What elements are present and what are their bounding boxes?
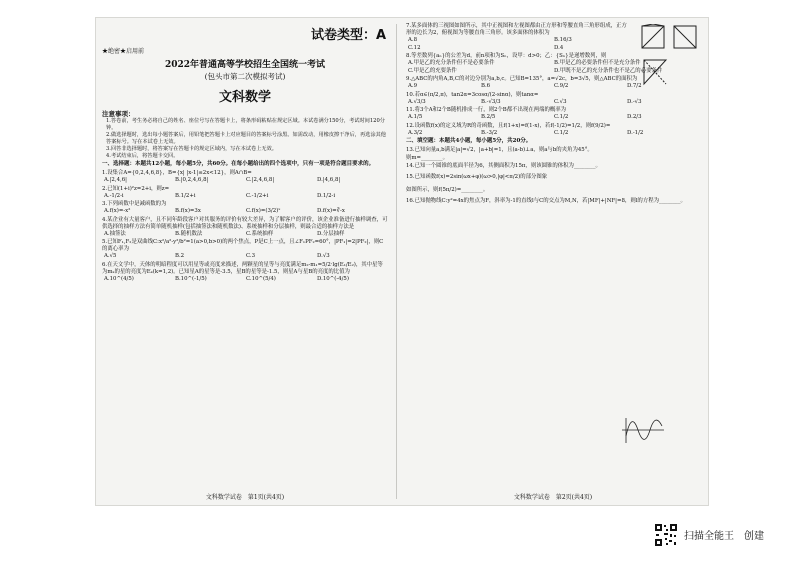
option: C.甲是乙的充要条件 bbox=[408, 67, 457, 74]
options-row bbox=[400, 130, 706, 138]
question-stem: 7.某多面体的三视图如图所示，其中正视图和左视图都由正方形和等腰直角三角形组成，正方形的边长为2，俯视图为等腰直角三角形。该多面体的体积为 bbox=[406, 23, 627, 36]
option: B.6 bbox=[481, 83, 491, 89]
question-stem: 4.某企业有大量客户，且不同年龄段客户对其服务的评价有较大差异，为了解客户的评价，该企业准备进行抽样调查，可供选择的抽样方法有简单随机抽样(包括抽签法和随机数法)、系统抽样和分层抽样，则最合适的抽样方法是 bbox=[102, 216, 388, 230]
question-list bbox=[96, 170, 394, 283]
notes-heading: 注意事项： bbox=[102, 110, 135, 118]
option: D.4 bbox=[554, 44, 564, 51]
option: D.10^(-4/5) bbox=[317, 275, 349, 282]
option: D.-1/2 bbox=[627, 129, 644, 136]
question-stem: 9.△ABC的内角A,B,C的对边分别为a,b,c。已知B=135°，a=√2c，b=3√5，则△ABC的面积为 bbox=[406, 76, 638, 82]
option: A.8 bbox=[408, 37, 418, 43]
fill-question: 13.已知向量a,b满足|a|=√2，|a+b|=1，且(a-b)⊥a，则a与b的夹角为45°。 bbox=[406, 147, 593, 153]
question-stem: 2.已知(1+i)²z=2+i，则z= bbox=[102, 185, 170, 192]
option: B.|0,2,4,6,8| bbox=[175, 177, 209, 183]
option: A.10^(4/5) bbox=[104, 275, 134, 282]
exam-title: 2022年普通高等学校招生全国统一考试 bbox=[164, 60, 326, 70]
note-item: 4.考试结束后，将答题卡交回。 bbox=[106, 153, 179, 159]
option: C.1/2 bbox=[554, 129, 569, 136]
option: B.-√3/3 bbox=[481, 98, 501, 105]
option: D.甲既不是乙的充分条件也不是乙的必要条件 bbox=[554, 67, 663, 74]
sine-graph-figure bbox=[620, 416, 666, 444]
option: B.16/3 bbox=[554, 37, 572, 43]
watermark-brand: 扫描全能王 创建 bbox=[684, 531, 764, 542]
option: C.系统抽样 bbox=[246, 230, 274, 237]
option: B.2/5 bbox=[481, 114, 496, 120]
option: A.3/2 bbox=[408, 129, 423, 136]
option: A.-1/2-i bbox=[104, 192, 124, 199]
fill-question: 16.已知抛物线C:y²=4x的焦点为F，斜率为-1的直线l与C的交点为M,N，若|MF|+|NF|=8，则l的方程为________。 bbox=[406, 198, 686, 204]
option: C.9/2 bbox=[554, 83, 569, 89]
options-row bbox=[96, 208, 394, 216]
option: A.1/5 bbox=[408, 114, 423, 120]
options-row bbox=[400, 114, 706, 122]
options-row bbox=[96, 276, 394, 284]
three-view-figure bbox=[640, 24, 702, 88]
exam-paper bbox=[96, 18, 708, 505]
fill-question: 15.已知函数f(x)=2sin(ωx+φ)(ω>0,|φ|<π/2)的部分图象 bbox=[406, 174, 548, 180]
note-item: 3.回答非选择题时，将答案写在答题卡的规定区域内，写在本试卷上无效。 bbox=[106, 146, 277, 152]
option: C.f(x)=(3/2)ˣ bbox=[246, 208, 281, 214]
question-stem: 6.在天文学中，天体的明暗程度可以用星等或亮度来描述，两颗星的星等与亮度满足m₂-m₁=5/2·lg(E₁/E₂)，其中星等为mₖ的星的亮度为Eₖ(k=1,2)。已知星A的星等是-3.5，星B的星等是-1.5，则星A与星B的亮度的比值为 bbox=[102, 261, 383, 275]
note-item: 1.答卷前，考生务必将自己的姓名、座位号写在答题卡上，将条形码粘贴在规定区域。本试卷满分150分，考试时间120分钟。 bbox=[106, 118, 385, 131]
options-row bbox=[96, 177, 394, 185]
option: B.-3/2 bbox=[481, 129, 498, 136]
qr-code-icon bbox=[654, 523, 678, 547]
option: C.|2,4,6,8| bbox=[246, 177, 275, 183]
option: D.7/2 bbox=[627, 83, 642, 89]
option: D.|4,6,8| bbox=[317, 177, 341, 183]
option: D.-√3 bbox=[627, 98, 642, 105]
option: B.随机数法 bbox=[175, 230, 203, 237]
page-divider bbox=[396, 24, 397, 499]
option: A.抽签法 bbox=[104, 230, 126, 237]
option: B.f(x)=3x bbox=[175, 208, 201, 214]
option: A.f(x)=-x² bbox=[104, 208, 131, 214]
fill-question: 如图所示，则f(5π/2)=________。 bbox=[406, 187, 489, 193]
option: C.3 bbox=[246, 253, 256, 259]
option: C.√3 bbox=[554, 98, 567, 105]
question-stem: 11.将3个A和2个B随机排成一行，则2个B都不出现在两端的概率为 bbox=[406, 107, 567, 113]
question-stem: 8.等差数列{aₙ}的公差为d，前n项和为Sₙ，设甲：d>0；乙：{Sₙ}是递增数列，则 bbox=[406, 53, 607, 59]
option: D.2/3 bbox=[627, 114, 642, 120]
option: A.9 bbox=[408, 83, 418, 89]
option: C.10^(5/4) bbox=[246, 275, 276, 282]
option: C.-1/2+i bbox=[246, 192, 269, 199]
fill-question: 14.已知一个圆锥的底面半径为6，其侧面积为15π，则该圆锥的体积为________。 bbox=[406, 163, 601, 169]
options-row bbox=[96, 193, 394, 201]
question-stem: 10.若α∈(π/2,π)，tan2α=3cosα/(2-sinα)，则tanα= bbox=[406, 91, 539, 98]
question-stem: 12.设函数f(x)的定义域为R的奇函数，且f(1+x)=f(1-x)，若f(-1/2)=1/2，则f(9/2)= bbox=[406, 122, 611, 129]
question-stem: 3.下列函数中是减函数的为 bbox=[102, 201, 167, 207]
option: D.√3 bbox=[317, 253, 330, 259]
section-heading: 二、填空题：本题共4小题，每小题5分，共20分。 bbox=[406, 138, 532, 144]
note-item: 2.做选择题时，选出每小题答案后，用铅笔把答题卡上对应题目的答案标号涂黑。如需改动，用橡皮擦干净后，再选涂其他答案标号。写在本试卷上无效。 bbox=[106, 132, 386, 145]
option: D.分层抽样 bbox=[317, 230, 345, 237]
option: B.10^(-1/5) bbox=[175, 275, 207, 282]
fill-question: 则m=________。 bbox=[406, 155, 448, 161]
option: D.f(x)=∛-x bbox=[317, 208, 345, 214]
question-stem: 1.设集合A={0,2,4,6,8}，B={x| |x-1|≤2x<12}，则A∩B= bbox=[102, 170, 252, 176]
paper-type: 试卷类型：A bbox=[310, 28, 386, 43]
option: A.√5 bbox=[104, 253, 117, 259]
options-row bbox=[96, 231, 394, 239]
page-footer: 文科数学试卷 第1页(共4页) bbox=[205, 494, 285, 501]
option: A.|2,4,6| bbox=[104, 177, 127, 183]
options-row bbox=[96, 253, 394, 261]
options-row bbox=[400, 99, 706, 107]
question-stem: 5.已知F₁,F₂是双曲线C:x²/a²-y²/b²=1(a>0,b>0)的两个焦点，P是C上一点，且∠F₁PF₂=60°，|PF₁|=2|PF₂|，则C的离心率为 bbox=[102, 239, 384, 252]
page-1 bbox=[96, 18, 394, 505]
option: B.甲是乙的必要条件但不是充分条件 bbox=[554, 60, 641, 66]
option: A.√3/3 bbox=[408, 98, 426, 105]
option: A.甲是乙的充分条件但不是必要条件 bbox=[408, 60, 495, 66]
option: B.2 bbox=[175, 253, 185, 259]
secret-mark: ★绝密★启用前 bbox=[102, 48, 145, 55]
page-2 bbox=[400, 18, 706, 505]
option: C.12 bbox=[408, 44, 421, 51]
section-heading: 一、选择题：本题共12小题，每小题5分，共60分。在每小题给出的四个选项中，只有一项是符合题目要求的。 bbox=[102, 161, 375, 167]
option: D.1/2-i bbox=[317, 192, 336, 199]
option: C.1/2 bbox=[554, 114, 569, 120]
subject-title: 文科数学 bbox=[218, 90, 271, 105]
page-footer: 文科数学试卷 第2页(共4页) bbox=[513, 494, 593, 501]
option: B.1/2+i bbox=[175, 192, 196, 199]
exam-subtitle: (包头市第二次模拟考试) bbox=[204, 72, 286, 81]
